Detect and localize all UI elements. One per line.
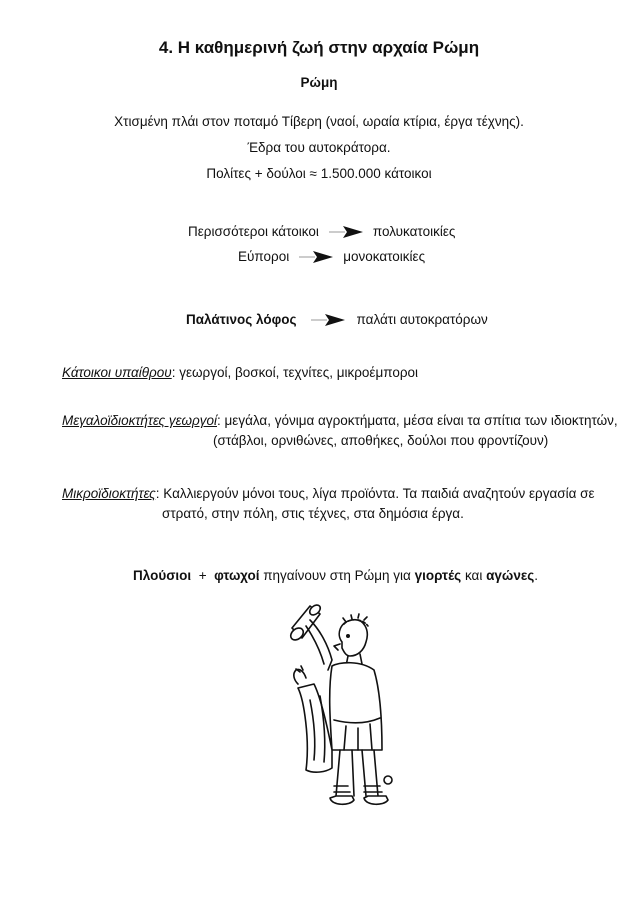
festivals-plus: +	[198, 568, 207, 583]
housing-row-2-left: Εύποροι	[238, 249, 290, 264]
arrow-right-icon	[309, 313, 347, 327]
small-landowners-term: Μικροϊδιοκτήτες	[62, 486, 156, 501]
housing-row-2-right: μονοκατοικίες	[343, 249, 426, 264]
housing-row-2	[238, 249, 425, 264]
housing-row-1-left: Περισσότεροι κάτοικοι	[188, 224, 319, 239]
festivals-fests: γιορτές	[414, 568, 462, 583]
small-landowners-text-1: : Καλλιεργούν μόνοι τους, λίγα προϊόντα. Τα παιδιά αναζητούν εργασία σε	[155, 486, 595, 501]
big-landowners-line-1	[62, 413, 618, 428]
palatine-left: Παλάτινος λόφος	[186, 312, 297, 327]
festivals-games: αγώνες	[486, 568, 535, 583]
rome-heading: Ρώμη	[300, 75, 338, 90]
housing-row-1-right: πολυκατοικίες	[372, 224, 456, 239]
housing-row-1	[188, 224, 455, 239]
small-landowners-text-2: στρατό, στην πόλη, στις τέχνες, στα δημόσια έργα.	[162, 506, 464, 521]
festivals-poor: φτωχοί	[214, 568, 260, 583]
arrow-right-icon	[327, 225, 365, 239]
rome-line-2: Έδρα του αυτοκράτορα.	[247, 140, 391, 155]
big-landowners-term: Μεγαλοϊδιοκτήτες γεωργοί	[62, 413, 218, 428]
festivals-line	[133, 568, 538, 583]
rome-line-1: Χτισμένη πλάι στον ποταμό Τίβερη (ναοί, ωραία κτίρια, έργα τέχνης).	[114, 114, 524, 129]
festivals-dot: .	[534, 568, 539, 583]
countryside-line	[62, 365, 418, 380]
countryside-term: Κάτοικοι υπαίθρου	[62, 365, 172, 380]
festivals-middle: πηγαίνουν στη Ρώμη για	[263, 568, 411, 583]
roman-citizen-illustration	[270, 600, 400, 860]
palatine-row	[186, 312, 488, 327]
countryside-text: : γεωργοί, βοσκοί, τεχνίτες, μικροέμποροι	[171, 365, 419, 380]
festivals-rich: Πλούσιοι	[133, 568, 192, 583]
festivals-and: και	[464, 568, 483, 583]
big-landowners-text-1: : μεγάλα, γόνιμα αγροκτήματα, μέσα είναι τα σπίτια των ιδιοκτητών,	[217, 413, 618, 428]
palatine-right: παλάτι αυτοκρατόρων	[356, 312, 488, 327]
rome-line-3: Πολίτες + δούλοι ≈ 1.500.000 κάτοικοι	[206, 166, 432, 181]
small-landowners-line-1	[62, 486, 594, 501]
big-landowners-text-2: (στάβλοι, ορνιθώνες, αποθήκες, δούλοι που φροντίζουν)	[213, 433, 549, 448]
arrow-right-icon	[297, 250, 335, 264]
page-title: 4. Η καθημερινή ζωή στην αρχαία Ρώμη	[158, 38, 480, 57]
